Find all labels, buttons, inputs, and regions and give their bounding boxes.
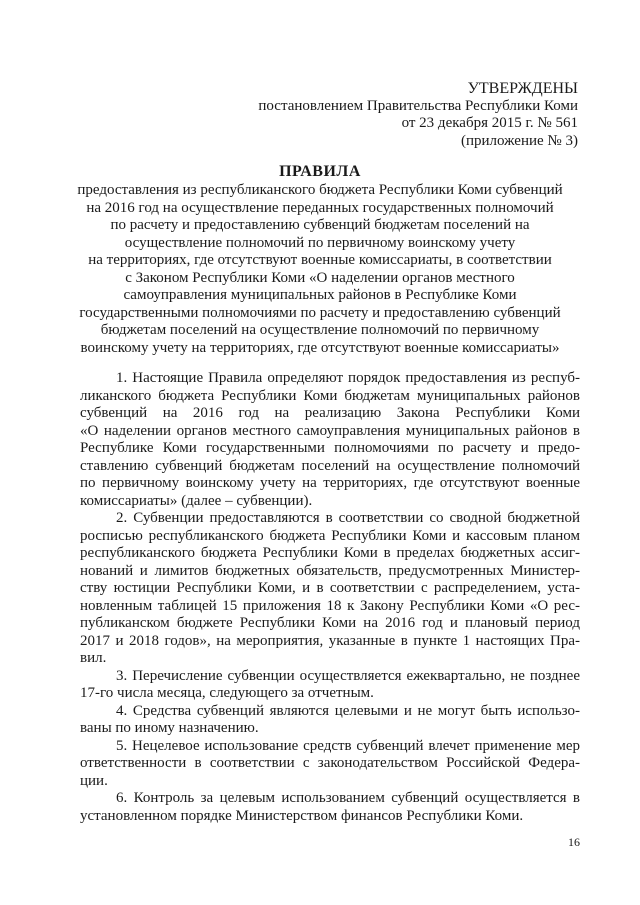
page-number: 16 <box>568 835 580 849</box>
paragraph-line: субвенций на 2016 год на реализацию Закона Республики Коми <box>80 405 580 421</box>
paragraph-4 <box>80 703 580 738</box>
paragraph-line: «О наделении органов местного самоуправления муниципальных районов в <box>80 422 580 439</box>
paragraph-2 <box>80 510 580 668</box>
paragraph-line: ции. <box>80 772 108 789</box>
paragraph-6 <box>80 790 580 825</box>
subtitle-line: бюджетам поселений на осуществление полномочий по первичному <box>100 322 540 338</box>
paragraph-line: ликанского бюджета Республики Коми бюджетам муниципальных районов <box>80 387 580 404</box>
subtitle-line: предоставления из республиканского бюджета Республики Коми субвенций <box>77 182 563 198</box>
paragraph-line: 2017 и 2018 годов», на мероприятия, указанные в пункте 1 настоящих Пра- <box>80 632 580 649</box>
subtitle-line: самоуправления муниципальных районов в Республике Коми <box>123 287 517 303</box>
subtitle-line: государственными полномочиями по расчету и предоставлению субвенций <box>79 304 561 321</box>
paragraph-line: ставлению субвенций бюджетам поселений на осуществление полномочий <box>80 457 580 474</box>
paragraph-line: ству юстиции Республики Коми, и в соответствии с распределением, уста- <box>80 580 580 596</box>
document-title: ПРАВИЛА <box>279 163 361 180</box>
paragraph-line: 6. Контроль за целевым использованием субвенций осуществляется в <box>116 790 580 806</box>
paragraph-5 <box>80 738 580 791</box>
approval-block <box>258 80 578 150</box>
paragraph-line: росписью республиканского бюджета Республики Коми и кассовым планом <box>80 527 580 544</box>
paragraph-line: вил. <box>80 650 107 666</box>
document-body <box>80 370 580 825</box>
paragraph-line: ответственности в соответствии с законодательством Российской Федера- <box>80 755 580 771</box>
paragraph-line: Республике Коми государственными полномочиями по расчету и предо- <box>80 440 580 456</box>
paragraph-line: 1. Настоящие Правила определяют порядок предоставления из респуб- <box>116 370 580 386</box>
subtitle-line: на территориях, где отсутствуют военные комиссариаты, в соответствии <box>88 252 552 268</box>
approval-decree: постановлением Правительства Республики Коми <box>258 97 578 114</box>
subtitle-line: на 2016 год на осуществление переданных государственных полномочий <box>86 199 554 216</box>
paragraph-line: 5. Нецелевое использование средств субвенций влечет применение мер <box>116 737 580 754</box>
subtitle-line: воинскому учету на территориях, где отсутствуют военные комиссариаты» <box>80 339 560 356</box>
subtitle-line: с Законом Республики Коми «О наделении органов местного <box>125 269 515 286</box>
paragraph-line: ваны по иному назначению. <box>80 720 259 736</box>
approval-heading: УТВЕРЖДЕНЫ <box>467 80 578 97</box>
paragraph-line: комиссариаты» (далее – субвенции). <box>80 492 313 509</box>
paragraph-3 <box>80 668 580 703</box>
paragraph-line: 4. Средства субвенций являются целевыми и не могут быть использо- <box>116 702 580 719</box>
paragraph-1 <box>80 370 580 510</box>
paragraph-line: 2. Субвенции предоставляются в соответствии со сводной бюджетной <box>116 510 580 526</box>
subtitle-line: осуществление полномочий по первичному воинскому учету <box>124 234 516 251</box>
paragraph-line: новленным таблицей 15 приложения 18 к Закону Республики Коми «О рес- <box>80 597 580 614</box>
paragraph-line: публиканском бюджете Республики Коми на 2016 год и плановый период <box>80 615 580 631</box>
approval-appendix: (приложение № 3) <box>460 132 578 149</box>
subtitle-line: по расчету и предоставлению субвенций бюджетам поселений на <box>110 217 530 233</box>
paragraph-line: по первичному воинскому учету на территориях, где отсутствуют военные <box>80 475 580 491</box>
approval-date: от 23 декабря 2015 г. № 561 <box>401 115 578 131</box>
paragraph-line: 3. Перечисление субвенции осуществляется ежеквартально, не позднее <box>116 667 580 684</box>
paragraph-line: 17-го числа месяца, следующего за отчетным. <box>80 685 374 701</box>
paragraph-line: установленном порядке Министерством финансов Республики Коми. <box>80 807 524 824</box>
document-subtitle <box>70 182 570 357</box>
paragraph-line: нований и лимитов бюджетных обязательств, предусмотренных Министер- <box>80 562 580 579</box>
paragraph-line: республиканского бюджета Республики Коми в пределах бюджетных ассиг- <box>80 545 580 561</box>
